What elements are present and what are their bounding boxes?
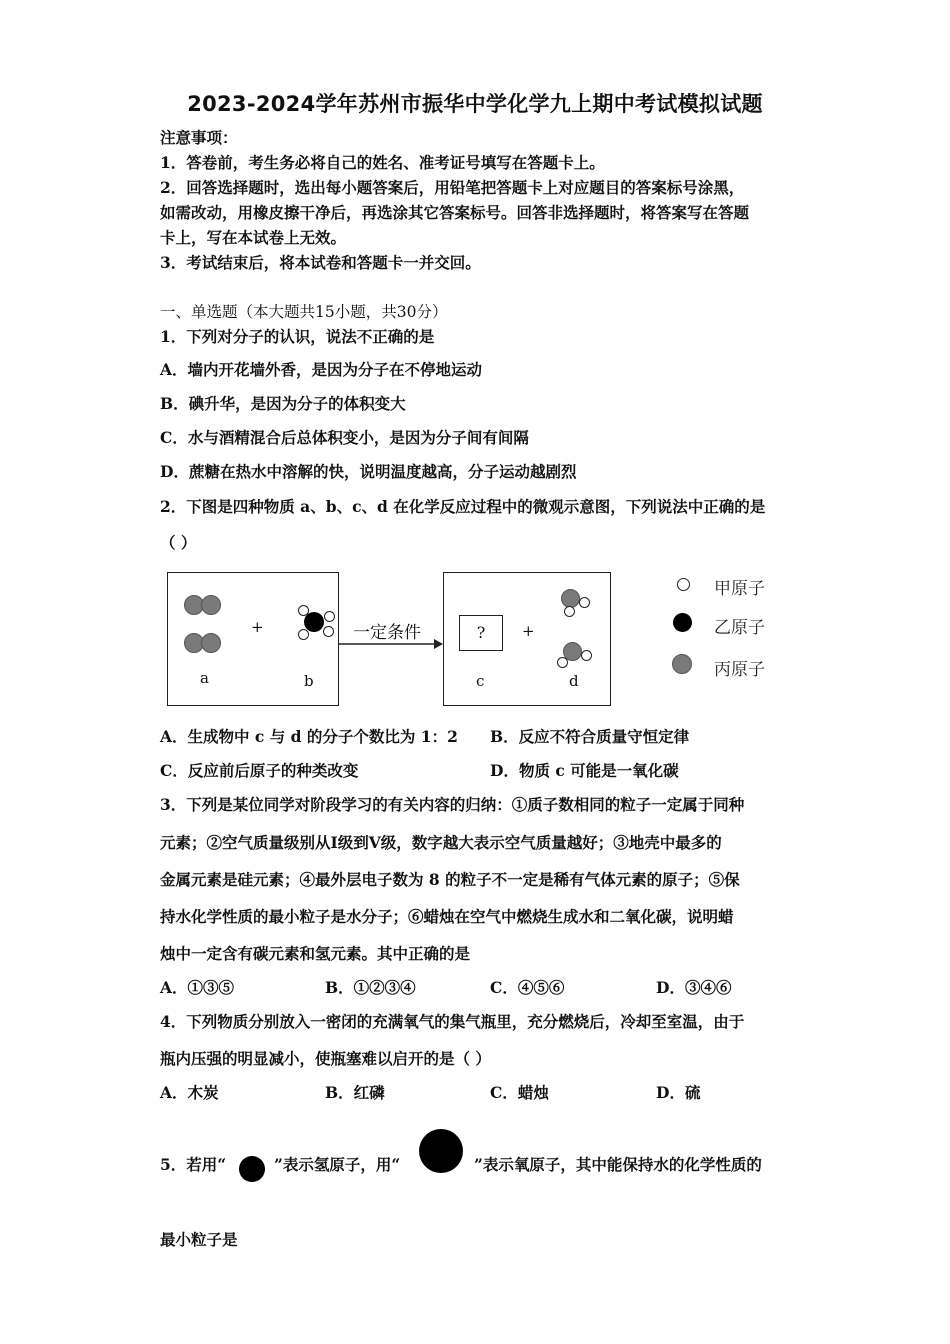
q2-option-a: A．生成物中 c 与 d 的分子个数比为 1：2 bbox=[160, 727, 458, 746]
q1-option-b: B．碘升华，是因为分子的体积变大 bbox=[160, 394, 406, 413]
q5-line2: 最小粒子是 bbox=[160, 1230, 238, 1249]
q4-line: 4．下列物质分别放入一密闭的充满氧气的集气瓶里，充分燃烧后，冷却至室温，由于 bbox=[160, 1012, 745, 1031]
q4-option-c: C．蜡烛 bbox=[490, 1083, 549, 1102]
reactants-box bbox=[167, 572, 339, 706]
q3-line: 金属元素是硅元素；④最外层电子数为 8 的粒子不一定是稀有气体元素的原子；⑤保 bbox=[160, 870, 740, 889]
q2-option-b: B．反应不符合质量守恒定律 bbox=[490, 727, 690, 746]
atom-black bbox=[304, 612, 324, 632]
reaction-arrow bbox=[338, 637, 444, 651]
atom-white bbox=[581, 650, 592, 661]
q1-option-c: C．水与酒精混合后总体积变小，是因为分子间有间隔 bbox=[160, 428, 529, 447]
atom-white bbox=[323, 626, 334, 637]
q3-line: 3．下列是某位同学对阶段学习的有关内容的归纳：①质子数相同的粒子一定属于同种 bbox=[160, 795, 745, 814]
q1-option-d: D．蔗糖在热水中溶解的快，说明温度越高，分子运动越剧烈 bbox=[160, 462, 577, 481]
q3-line: 元素；②空气质量级别从Ⅰ级到Ⅴ级，数字越大表示空气质量越好；③地壳中最多的 bbox=[160, 833, 722, 852]
atom-gray bbox=[201, 633, 221, 653]
legend-gray-atom bbox=[672, 654, 692, 674]
oxygen-atom-icon bbox=[419, 1129, 463, 1173]
notice-heading: 注意事项： bbox=[160, 128, 238, 147]
q4-option-d: D．硫 bbox=[656, 1083, 701, 1102]
q2-stem-paren: （ ） bbox=[160, 533, 197, 552]
q3-option-b: B．①②③④ bbox=[325, 978, 416, 997]
atom-white bbox=[557, 657, 568, 668]
atom-gray bbox=[201, 595, 221, 615]
plus-sign: + bbox=[522, 622, 535, 640]
page-title: 2023-2024学年苏州市振华中学化学九上期中考试模拟试题 bbox=[187, 92, 763, 116]
legend-label-bing: 丙原子 bbox=[714, 660, 765, 680]
atom-white bbox=[298, 629, 309, 640]
notice-line: 1．答卷前，考生务必将自己的姓名、准考证号填写在答题卡上。 bbox=[160, 153, 605, 172]
atom-white bbox=[579, 597, 590, 608]
section-heading: 一、单选题（本大题共15小题，共30分） bbox=[160, 303, 448, 321]
notice-line: 2．回答选择题时，选出每小题答案后，用铅笔把答题卡上对应题目的答案标号涂黑， bbox=[160, 178, 745, 197]
atom-white bbox=[564, 606, 575, 617]
q3-option-a: A．①③⑤ bbox=[160, 978, 235, 997]
q4-line: 瓶内压强的明显减小，使瓶塞难以启开的是（ ） bbox=[160, 1049, 491, 1068]
q1-option-a: A．墙内开花墙外香，是因为分子在不停地运动 bbox=[160, 360, 483, 379]
label-c: c bbox=[476, 672, 485, 690]
q4-option-a: A．木炭 bbox=[160, 1083, 219, 1102]
products-box bbox=[443, 572, 611, 706]
q3-option-d: D．③④⑥ bbox=[656, 978, 732, 997]
label-a: a bbox=[200, 669, 209, 687]
legend-label-yi: 乙原子 bbox=[714, 618, 765, 638]
q3-line: 持水化学性质的最小粒子是水分子；⑥蜡烛在空气中燃烧生成水和二氧化碳，说明蜡 bbox=[160, 907, 734, 926]
q4-option-b: B．红磷 bbox=[325, 1083, 385, 1102]
atom-white bbox=[324, 611, 335, 622]
notice-line: 卡上，写在本试卷上无效。 bbox=[160, 228, 347, 247]
notice-line: 3．考试结束后，将本试卷和答题卡一并交回。 bbox=[160, 253, 481, 272]
q1-stem: 1．下列对分子的认识，说法不正确的是 bbox=[160, 327, 435, 346]
q5-part1: 5．若用“ bbox=[160, 1155, 227, 1174]
q2-option-d: D．物质 c 可能是一氧化碳 bbox=[490, 761, 679, 780]
q5-part3: ”表示氧原子，其中能保持水的化学性质的 bbox=[474, 1155, 762, 1174]
q2-stem: 2．下图是四种物质 a、b、c、d 在化学反应过程中的微观示意图，下列说法中正确的是 bbox=[160, 497, 766, 516]
label-b: b bbox=[304, 672, 314, 690]
unknown-molecule-c: ? bbox=[459, 615, 503, 651]
label-d: d bbox=[569, 672, 579, 690]
legend-black-atom bbox=[673, 613, 692, 632]
legend-label-jia: 甲原子 bbox=[714, 579, 765, 599]
plus-sign: + bbox=[251, 618, 264, 636]
hydrogen-atom-icon bbox=[239, 1156, 265, 1182]
legend-white-atom bbox=[677, 578, 690, 591]
q2-option-c: C．反应前后原子的种类改变 bbox=[160, 761, 359, 780]
q3-option-c: C．④⑤⑥ bbox=[490, 978, 565, 997]
condition-label: 一定条件 bbox=[353, 623, 421, 643]
q3-line: 烛中一定含有碳元素和氢元素。其中正确的是 bbox=[160, 944, 471, 963]
q5-part2: ”表示氢原子，用“ bbox=[274, 1155, 401, 1174]
notice-line: 如需改动，用橡皮擦干净后，再选涂其它答案标号。回答非选择题时，将答案写在答题 bbox=[160, 203, 750, 222]
